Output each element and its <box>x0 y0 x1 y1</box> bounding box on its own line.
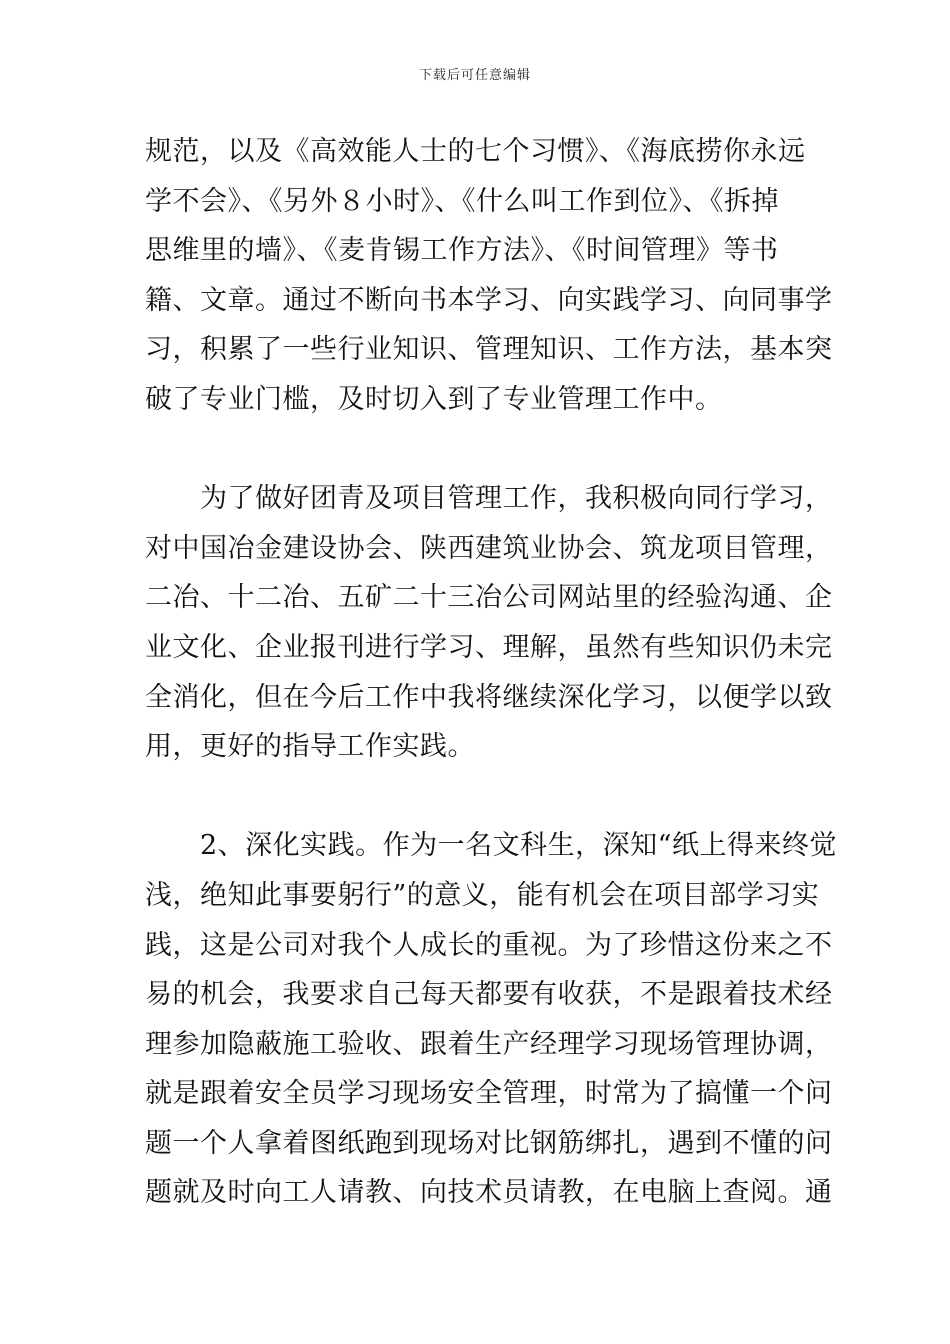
paragraph-1 <box>145 127 833 425</box>
text-line: 为了做好团青及项目管理工作，我积极向同行学习， <box>145 483 833 515</box>
text-line: 理参加隐蔽施工验收、跟着生产经理学习现场管理协调， <box>145 1028 833 1060</box>
text-line: 破了专业门槛，及时切入到了专业管理工作中。 <box>145 383 723 415</box>
text-line: 业文化、企业报刊进行学习、理解，虽然有些知识仍未完 <box>145 631 833 663</box>
text-line: 规范，以及《高效能人士的七个习惯》、《海底捞你永远 <box>145 136 806 167</box>
text-line: 二冶、十二冶、五矿二十三冶公司网站里的经验沟通、企 <box>145 582 833 614</box>
text-line: 易的机会，我要求自己每天都要有收获，不是跟着技术经 <box>145 979 833 1011</box>
text-line: 对中国冶金建设协会、陕西建筑业协会、筑龙项目管理， <box>145 532 833 564</box>
text-line: 籍、文章。通过不断向书本学习、向实践学习、向同事学 <box>145 284 833 316</box>
text-line: 全消化，但在今后工作中我将继续深化学习，以便学以致 <box>145 681 833 713</box>
paragraph-spacer <box>145 425 810 475</box>
text-line: 思维里的墙》、《麦肯锡工作方法》、《时间管理》等书 <box>145 235 779 267</box>
text-line: 2、深化实践。作为一名文科生，深知“纸上得来终觉 <box>145 830 837 862</box>
document-body <box>145 127 837 1218</box>
text-line: 学不会》、《另外８小时》、《什么叫工作到位》、《拆掉 <box>145 185 779 217</box>
paragraph-2 <box>145 474 833 772</box>
text-line: 题就及时向工人请教、向技术员请教，在电脑上查阅。通 <box>145 1177 833 1209</box>
text-line: 用，更好的指导工作实践。 <box>145 731 475 763</box>
text-line: 践，这是公司对我个人成长的重视。为了珍惜这份来之不 <box>145 929 833 961</box>
page-header: 下载后可任意编辑 <box>418 68 531 83</box>
text-line: 习，积累了一些行业知识、管理知识、工作方法，基本突 <box>145 334 833 366</box>
paragraph-3 <box>145 821 837 1218</box>
text-line: 就是跟着安全员学习现场安全管理，时常为了搞懂一个问 <box>145 1078 833 1110</box>
paragraph-spacer <box>145 772 810 822</box>
text-line: 题一个人拿着图纸跑到现场对比钢筋绑扎，遇到不懂的问 <box>145 1127 833 1159</box>
text-line: 浅，绝知此事要躬行”的意义，能有机会在项目部学习实 <box>145 879 820 911</box>
